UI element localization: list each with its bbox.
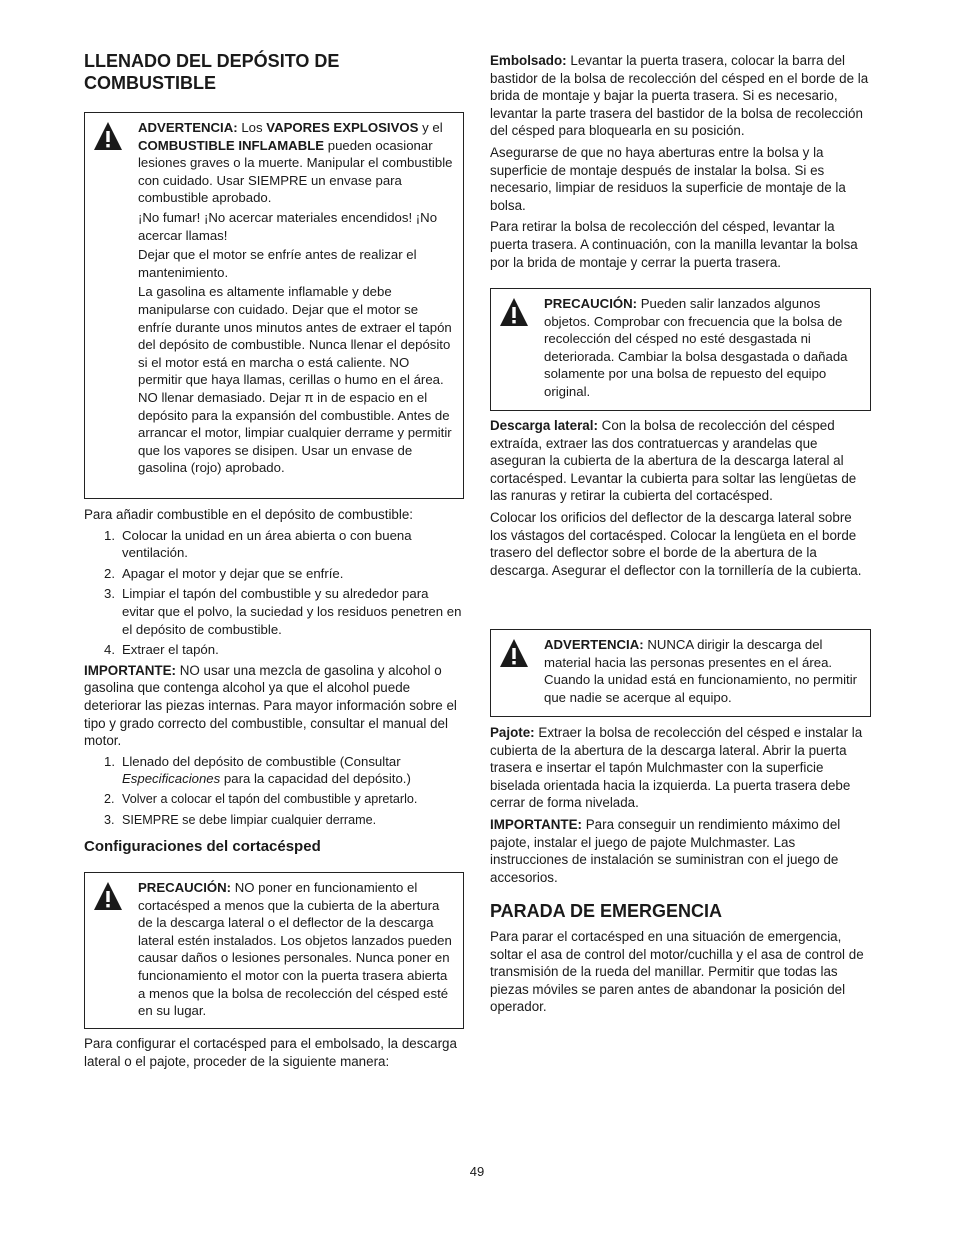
section-title-fuel xyxy=(84,50,464,94)
config-intro: Para configurar el cortacésped para el embolsado, la descarga lateral o el pajote, proceder de la siguiente manera: xyxy=(84,1036,457,1069)
warning-label: ADVERTENCIA: xyxy=(544,637,644,652)
warning-p1 xyxy=(138,119,453,207)
warning-p2: ¡No fumar! ¡No acercar materiales encendidos! ¡No acercar llamas! xyxy=(138,209,438,243)
side-p1 xyxy=(490,417,872,505)
step-text: Colocar la unidad en un área abierta o con buena ventilación. xyxy=(122,527,412,561)
warning-triangle-icon xyxy=(499,638,529,668)
step-number: 4. xyxy=(104,642,115,658)
caution-label: PRECAUCIÓN: xyxy=(138,880,232,895)
subsection-title: Configuraciones del cortacésped xyxy=(84,838,321,855)
mulch-p1 xyxy=(490,724,872,812)
caution-body: Pueden salir lanzados algunos objetos. Comprobar con frecuencia que la bolsa de recolección del césped no esté desgastada ni deteriorada. Cambiar la bolsa desgastada o dañada solamente por una bolsa de repuesto del equipo original. xyxy=(544,296,848,399)
step-text: Llenado del depósito de combustible (Consultar xyxy=(122,753,401,769)
mulch-section xyxy=(490,724,872,886)
fuel-steps-list xyxy=(84,527,464,659)
bagging-p2: Asegurarse de que no haya aberturas entre la bolsa y la superficie de montaje después de instalar la bolsa. Si es necesario, limpiar de residuos la superficie de montaje de la bolsa. xyxy=(490,144,846,213)
section-title-emergency: PARADA DE EMERGENCIA xyxy=(490,901,723,921)
bagging-p1 xyxy=(490,52,872,140)
mulch-text: Extraer la bolsa de recolección del césped e instalar la cubierta de la abertura de la descarga lateral. Abrir la puerta trasera e insertar el tapón Mulchmaster con la superficie biselada orientada hacia la izquierda. La puerta trasera debe cerrar de forma nivelada. xyxy=(490,725,863,811)
caution-body: NO poner en funcionamiento el cortacésped a menos que la cubierta de la abertura de la descarga lateral o el deflector de la descarga lateral estén instalados. Los objetos lanzados pueden causar daños o lesiones personales. Nunca poner en funcionamiento el motor con la puerta trasera abierta a menos que la bolsa de recolección del césped esté en su lugar. xyxy=(138,880,452,1019)
warning-t1: Los xyxy=(241,120,263,135)
warning-p3: Dejar que el motor se enfríe antes de realizar el mantenimiento. xyxy=(138,247,417,280)
list-item xyxy=(84,641,464,659)
list-item xyxy=(84,527,464,562)
warning-body: NUNCA dirigir la descarga del material hacia las personas presentes en el área. Cuando la unidad está en funcionamiento, no permitir que nadie se acerque al equipo. xyxy=(544,637,858,705)
list-item xyxy=(84,753,464,788)
bagging-p3: Para retirar la bolsa de recolección del césped, levantar la puerta trasera. A continuación, con la manilla levantar la bolsa por la brida de montaje y cerrar la puerta trasera. xyxy=(490,219,858,270)
bagging-section xyxy=(490,52,872,271)
important-label: IMPORTANTE: xyxy=(490,816,582,832)
step-number: 2. xyxy=(104,791,115,806)
caution-box-bag xyxy=(490,288,871,411)
warning-p4: La gasolina es altamente inflamable y debe manipularse con cuidado. Dejar que el motor se enfríe durante unos minutos antes de extraer el tapón del depósito de combustible. Nunca llenar el depósito si el motor está en marcha o está caliente. NO permitir que haya llamas, cerillas o humo en el área. NO llenar demasiado. Dejar π in de espacio en el depósito para la expansión del combustible. Antes de arrancar el motor, limpiar cualquier derrame y permitir que los vapores se disipen. Usar un envase de gasolina (rojo) aprobado. xyxy=(138,284,452,476)
step-number: 3. xyxy=(104,586,115,602)
step-number: 3. xyxy=(104,812,115,827)
fuel-intro: Para añadir combustible en el depósito de combustible: xyxy=(84,507,414,522)
step-number: 1. xyxy=(104,753,115,769)
side-text: Con la bolsa de recolección del césped extraída, extraer las dos contratuercas y arandelas que aseguran la cubierta de la abertura de la descarga lateral al cortacésped. Levantar la cubierta para soltar las lengüetas de las ranuras y retirar la cubierta del cortacésped. xyxy=(490,418,857,504)
warning-text xyxy=(138,119,453,479)
step-text: Volver a colocar el tapón del combustible y apretarlo. xyxy=(122,791,418,806)
step-text: Apagar el motor y dejar que se enfríe. xyxy=(122,565,344,581)
list-item xyxy=(84,585,464,638)
title-line-1: LLENADO DEL DEPÓSITO DE xyxy=(84,51,340,71)
warning-t4: COMBUSTIBLE INFLAMABLE xyxy=(138,137,325,153)
step-text: Extraer el tapón. xyxy=(122,642,219,658)
important-text: Para conseguir un rendimiento máximo del pajote, instalar el juego de pajote Mulchmaster. Las instrucciones de instalación se suministran con el juego de accesorios. xyxy=(490,816,841,885)
side-p2: Colocar los orificios del deflector de la descarga lateral sobre los vástagos del cortacésped. Colocar la lengüeta en el borde trasero del deflector sobre el borde de la abertura de la descarga. Asegurar el deflector con la tornillería de la cubierta. xyxy=(490,509,862,578)
warning-box-fuel xyxy=(84,112,464,499)
warning-triangle-icon xyxy=(93,121,123,151)
warning-t3: y el xyxy=(422,120,443,135)
step-number: 2. xyxy=(104,565,115,581)
fill-steps-list xyxy=(84,753,464,829)
important-note xyxy=(84,662,464,750)
fuel-instructions xyxy=(84,506,464,832)
caution-p1 xyxy=(544,295,860,401)
side-label: Descarga lateral: xyxy=(490,418,598,433)
mulch-important xyxy=(490,816,872,886)
caution-text xyxy=(544,295,860,403)
caution-p1 xyxy=(138,879,453,1020)
warning-t2: VAPORES EXPLOSIVOS xyxy=(266,120,419,135)
step-text: SIEMPRE se debe limpiar cualquier derrame. xyxy=(122,812,377,827)
warning-p1 xyxy=(544,636,860,706)
side-discharge-section xyxy=(490,417,872,579)
warning-t5: pueden ocasionar lesiones graves o la muerte. Manipular el combustible con cuidado. Usar SIEMPRE un envase para combustible aprobado. xyxy=(138,137,453,206)
caution-label: PRECAUCIÓN: xyxy=(544,296,638,311)
page-number: 49 xyxy=(469,1164,485,1179)
caution-text xyxy=(138,879,453,1022)
step-text-italic: Especificaciones xyxy=(122,771,221,787)
warning-box-discharge xyxy=(490,629,871,717)
step-text: Limpiar el tapón del combustible y su alrededor para evitar que el polvo, la suciedad y los residuos penetren en el depósito de combustible. xyxy=(122,586,462,637)
warning-triangle-icon xyxy=(93,881,123,911)
list-item xyxy=(84,565,464,583)
list-item xyxy=(84,791,464,809)
caution-box-config xyxy=(84,872,464,1029)
bagging-text: Levantar la puerta trasera, colocar la barra del bastidor de la bolsa de recolección del césped en el borde de la brida de montaje y bajar la puerta trasera. Si es necesario, levantar la parte trasera del bastidor de la bolsa de recolección del césped para bloquearla en su posición. xyxy=(490,53,869,139)
important-label: IMPORTANTE: xyxy=(84,662,176,678)
list-item xyxy=(84,812,464,830)
step-text: para la capacidad del depósito.) xyxy=(223,771,411,787)
warning-triangle-icon xyxy=(499,297,529,327)
important-text: NO usar una mezcla de gasolina y alcohol o gasolina que contenga alcohol ya que el alcohol puede deteriorar las piezas internas. Para mayor información sobre el tipo y grado correcto del combustible, consultar el manual del motor. xyxy=(84,662,457,749)
mulch-label: Pajote: xyxy=(490,725,535,740)
emergency-text: Para parar el cortacésped en una situación de emergencia, soltar el asa de control del motor/cuchilla y el asa de control de transmisión de la rueda del manillar. Permitir que todas las piezas móviles se paren antes de abandonar la posición del operador. xyxy=(490,929,864,1015)
warning-label: ADVERTENCIA: xyxy=(138,120,238,135)
warning-text xyxy=(544,636,860,708)
step-number: 1. xyxy=(104,527,115,543)
bagging-label: Embolsado: xyxy=(490,53,567,68)
title-line-2: COMBUSTIBLE xyxy=(84,73,216,93)
